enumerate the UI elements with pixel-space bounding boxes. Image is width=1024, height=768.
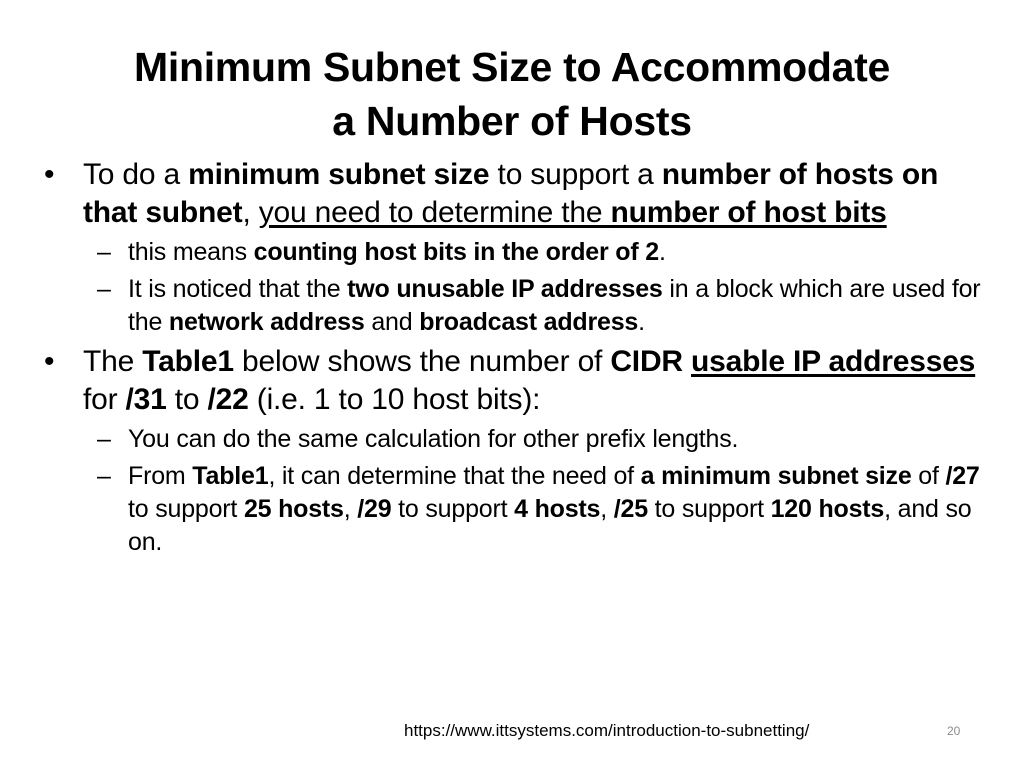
text-run: to support a bbox=[489, 158, 662, 191]
text-run-bold: 4 hosts bbox=[514, 495, 601, 523]
text-run-bold: 120 hosts bbox=[770, 495, 885, 523]
slide-title bbox=[40, 40, 984, 148]
text-run: From bbox=[128, 462, 193, 490]
text-run-bold: /29 bbox=[357, 495, 392, 523]
text-run-bold: counting host bits in the order of 2 bbox=[253, 238, 659, 266]
text-run-bold: a minimum subnet size bbox=[640, 462, 912, 490]
text-run: , bbox=[600, 495, 614, 523]
text-run: this means bbox=[128, 238, 254, 266]
text-run: (i.e. 1 to 10 host bits): bbox=[248, 383, 541, 416]
text-run: The bbox=[83, 345, 143, 378]
text-run: and bbox=[364, 308, 420, 336]
text-run: , bbox=[343, 495, 358, 523]
text-run: It is noticed that the bbox=[128, 275, 348, 303]
sub-bullet-unusable-addresses bbox=[40, 273, 990, 339]
text-run-bold: CIDR bbox=[610, 345, 692, 378]
text-run-bold: number of hosts on that subnet bbox=[83, 158, 939, 229]
text-run: , it can determine that the need of bbox=[268, 462, 641, 490]
text-run: To do a bbox=[83, 158, 189, 191]
text-run-bold: broadcast address bbox=[419, 308, 639, 336]
text-run: in a block which are used for the bbox=[128, 275, 981, 336]
text-run-bold: /22 bbox=[207, 383, 249, 416]
text-run: to support bbox=[647, 495, 771, 523]
title-line-1: Minimum Subnet Size to Accommodate bbox=[134, 44, 890, 90]
text-run: . bbox=[658, 238, 666, 266]
bullet-table1-cidr bbox=[40, 343, 990, 419]
dash-icon: – bbox=[97, 425, 111, 453]
sub-bullet-from-table1 bbox=[40, 460, 990, 559]
text-run: . bbox=[638, 308, 645, 336]
text-run: to support bbox=[391, 495, 515, 523]
dash-icon: – bbox=[97, 462, 111, 490]
text-run: You can do the same calculation for other prefix lengths. bbox=[128, 425, 739, 453]
text-run-bold-underlined: usable IP addresses bbox=[691, 345, 976, 378]
text-run: , and so on. bbox=[128, 495, 972, 556]
text-run-bold: Table1 bbox=[192, 462, 269, 490]
sub-bullet-other-prefixes bbox=[40, 423, 990, 456]
text-run: below shows the number of bbox=[233, 345, 611, 378]
text-run-bold: two unusable IP addresses bbox=[347, 275, 663, 303]
source-url[interactable]: https://www.ittsystems.com/introduction-to-subnetting/ bbox=[404, 721, 810, 740]
text-run: to support bbox=[128, 495, 244, 523]
sub-bullet-counting-host-bits bbox=[40, 236, 990, 269]
dash-icon: – bbox=[97, 275, 111, 303]
text-run-bold: /31 bbox=[125, 383, 167, 416]
bullet-icon: • bbox=[44, 158, 55, 191]
text-run-bold: /25 bbox=[613, 495, 648, 523]
text-run-bold: minimum subnet size bbox=[188, 158, 490, 191]
text-run-bold: network address bbox=[168, 308, 365, 336]
dash-icon: – bbox=[97, 238, 111, 266]
page-number: 20 bbox=[947, 724, 961, 738]
text-run-bold-underlined: number of host bits bbox=[610, 196, 887, 229]
bullet-icon: • bbox=[44, 345, 55, 378]
slide-body bbox=[40, 156, 990, 563]
text-run: , bbox=[242, 196, 259, 229]
text-run-bold: Table1 bbox=[142, 345, 234, 378]
text-run: to bbox=[166, 383, 208, 416]
text-run: of bbox=[911, 462, 946, 490]
text-run-bold: 25 hosts bbox=[243, 495, 344, 523]
text-run-bold: /27 bbox=[945, 462, 980, 490]
title-line-2: a Number of Hosts bbox=[332, 98, 692, 144]
text-run: for bbox=[83, 383, 126, 416]
bullet-minimum-subnet-size bbox=[40, 156, 990, 232]
text-run-underlined: you need to determine the bbox=[258, 196, 611, 229]
